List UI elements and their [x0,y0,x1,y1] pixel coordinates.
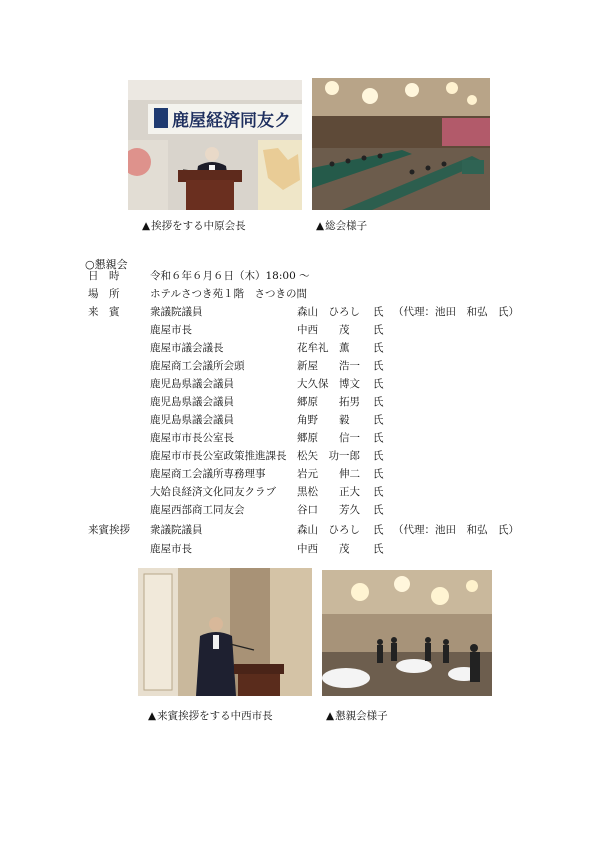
photo-chairman-speech [128,80,302,210]
guest-org: 鹿屋市市長公室政策推進課長 [150,450,287,462]
guest-org: 大姶良経済文化同友クラブ [150,486,276,498]
guest-org: 鹿児島県議会議員 [150,396,234,408]
speech-honorific: 氏 [373,524,384,536]
speech-org: 鹿屋市長 [150,543,192,555]
guest-org: 鹿屋商工会議所専務理事 [150,468,266,480]
caption-marker: ▲ [142,220,151,232]
guest-org: 鹿屋市議会議長 [150,342,224,354]
guest-honorific: 氏 [373,504,384,516]
caption-marker: ▲ [326,710,335,722]
caption-reception [326,708,388,723]
guest-name: 森山 ひろし [297,306,360,318]
guest-org: 鹿児島県議会議員 [150,414,234,426]
caption-general-meeting [316,218,367,233]
guest-name: 大久保 博文 [297,378,360,390]
guest-honorific: 氏 [373,396,384,408]
speech-name: 中西 茂 [297,543,350,555]
photo-reception [322,570,492,696]
guest-org: 鹿屋西部商工同友会 [150,504,245,516]
guest-honorific: 氏 [373,378,384,390]
place-label: 場 所 [88,288,120,300]
guest-name: 郷原 信一 [297,432,360,444]
guest-proxy: （代理：池田 和弘 氏） [393,306,519,318]
guest-org: 鹿児島県議会議員 [150,378,234,390]
guest-org: 鹿屋市市長公室長 [150,432,234,444]
guest-org: 鹿屋商工会議所会頭 [150,360,245,372]
guest-name: 花牟礼 薫 [297,342,350,354]
speech-honorific: 氏 [373,543,384,555]
guest-honorific: 氏 [373,468,384,480]
guest-honorific: 氏 [373,360,384,372]
guest-name: 郷原 拓男 [297,396,360,408]
caption-text: 挨拶をする中原会長 [151,220,246,232]
guest-org: 鹿屋市長 [150,324,192,336]
guest-name: 角野 毅 [297,414,350,426]
guest-honorific: 氏 [373,306,384,318]
caption-text: 懇親会様子 [335,710,388,722]
caption-chairman-speech [142,218,246,233]
guest-honorific: 氏 [373,432,384,444]
caption-text: 来賓挨拶をする中西市長 [157,710,273,722]
caption-marker: ▲ [148,710,157,722]
guest-honorific: 氏 [373,450,384,462]
guest-name: 松矢 功一郎 [297,450,360,462]
photo-general-meeting [312,78,490,210]
guest-name: 中西 茂 [297,324,350,336]
guests-label: 来 賓 [88,306,120,318]
speech-proxy: （代理：池田 和弘 氏） [393,524,519,536]
guest-honorific: 氏 [373,414,384,426]
photo-mayor-speech [138,568,312,696]
guest-honorific: 氏 [373,486,384,498]
caption-text: 総会様子 [325,220,368,232]
guest-org: 衆議院議員 [150,306,203,318]
place-value: ホテルさつき苑１階 さつきの間 [150,288,307,300]
speech-org: 衆議院議員 [150,524,203,536]
date-label: 日 時 [88,270,120,282]
guest-name: 岩元 伸二 [297,468,360,480]
banner-text: 鹿屋経済同友ク [172,111,291,131]
speech-name: 森山 ひろし [297,524,360,536]
guest-name: 黒松 正大 [297,486,360,498]
date-value: 令和６年６月６日（木）18:00 ～ [150,270,310,282]
section-heading: ○懇親会 [85,258,128,271]
guest-name: 谷口 芳久 [297,504,360,516]
guest-honorific: 氏 [373,324,384,336]
caption-marker: ▲ [316,220,325,232]
guest-honorific: 氏 [373,342,384,354]
guest-name: 新屋 浩一 [297,360,360,372]
caption-mayor-speech [148,708,273,723]
speeches-label: 来賓挨拶 [88,524,130,536]
